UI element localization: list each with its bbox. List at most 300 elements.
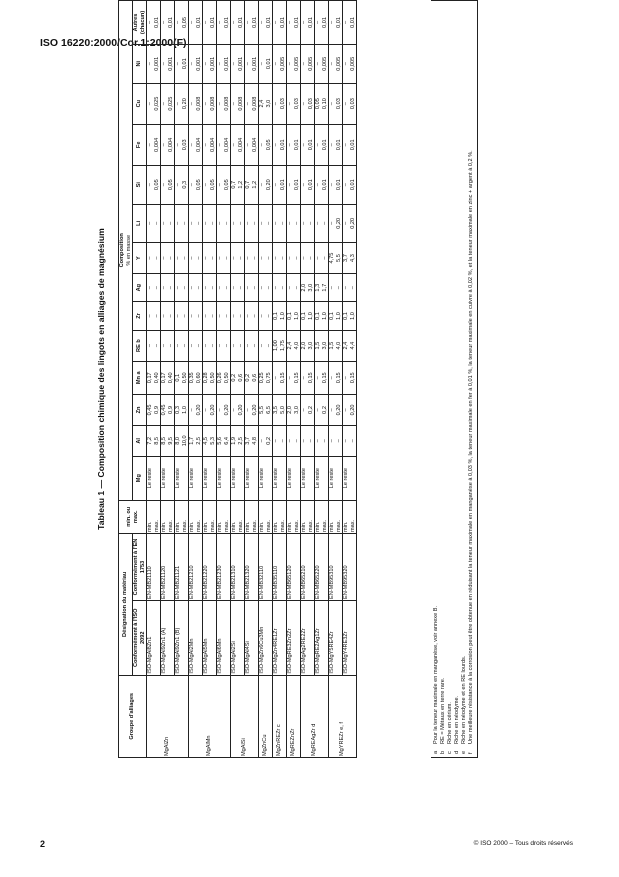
value-cell [315, 243, 329, 274]
max-value: – [251, 286, 258, 290]
min-value: – [231, 221, 237, 225]
min-value: 2,0 [301, 341, 307, 350]
table-row [301, 1, 315, 758]
max-value: 1,0 [349, 312, 356, 320]
iso-designation-cell: ISO-MgAl2Mn [189, 600, 203, 675]
value-cell [203, 124, 217, 165]
en-designation-cell: EN-MB95320 [343, 534, 357, 601]
min-value: – [147, 102, 153, 106]
max-value: 0,001 [251, 56, 258, 71]
value-cell [217, 274, 231, 302]
minmax-cell [329, 500, 343, 533]
value-cell [161, 83, 175, 124]
value-cell [273, 204, 287, 243]
min-value: 3,7 [245, 436, 251, 445]
max-value: – [279, 221, 286, 225]
value-cell [147, 124, 161, 165]
max-value: 0,2 [265, 436, 272, 445]
min-label: min. [217, 521, 223, 533]
max-value: 0,01 [279, 17, 286, 28]
min-value: – [329, 221, 335, 225]
value-cell [273, 330, 287, 361]
min-value: – [315, 256, 321, 260]
max-value: 0,004 [167, 137, 174, 152]
element-header: Mg [133, 456, 147, 500]
value-cell [315, 83, 329, 124]
min-value: – [301, 20, 307, 25]
min-value: – [217, 143, 223, 147]
max-value: 1,0 [335, 312, 342, 320]
min-value: – [175, 256, 181, 260]
max-value: 0,20 [349, 404, 356, 416]
iso-designation-cell: ISO-MgRE3Zn2Zr [287, 600, 301, 675]
min-value: – [175, 20, 181, 25]
value-cell [259, 1, 273, 45]
value-cell [217, 425, 231, 456]
value-cell [161, 456, 175, 500]
max-value: 0,004 [237, 137, 244, 152]
max-value: 0,9 [153, 406, 160, 414]
min-value: – [287, 62, 293, 66]
min-value: – [301, 256, 307, 260]
value-cell [343, 274, 357, 302]
en-designation-cell: EN-MB35110 [273, 534, 287, 601]
max-value: – [153, 344, 160, 348]
designation-header: Désignation du matériau [119, 534, 133, 676]
min-value: – [231, 408, 237, 412]
footnote [454, 4, 461, 754]
min-value: – [287, 20, 293, 25]
value-cell [245, 302, 259, 330]
value-cell [315, 456, 329, 500]
value-cell [189, 330, 203, 361]
value-cell [259, 44, 273, 83]
value-cell [343, 165, 357, 204]
min-value: – [175, 143, 181, 147]
max-value: 2,5 [237, 436, 244, 445]
min-value: – [147, 286, 153, 290]
value-cell [245, 204, 259, 243]
min-value: 0,1 [175, 373, 181, 382]
value-cell [315, 165, 329, 204]
page-number: 2 [40, 839, 46, 849]
value-cell [147, 83, 161, 124]
minmax-cell [161, 500, 175, 533]
max-value: 0,005 [335, 56, 342, 71]
en-designation-cell: EN-MB21210 [189, 534, 203, 601]
min-value: 3,7 [343, 254, 349, 262]
value-cell [217, 395, 231, 426]
max-value: – [265, 221, 272, 225]
minmax-cell [301, 500, 315, 533]
max-value: 0,001 [223, 56, 230, 71]
value-cell [217, 204, 231, 243]
value-cell [273, 44, 287, 83]
max-value: 0,40 [167, 372, 174, 384]
table-row [343, 1, 357, 758]
value-cell [273, 302, 287, 330]
min-label: min. [287, 521, 293, 533]
max-value: 0,01 [293, 17, 300, 28]
composition-header [119, 1, 133, 501]
min-value: – [343, 221, 349, 225]
value-cell [273, 425, 287, 456]
min-value: – [203, 314, 209, 318]
value-cell [273, 165, 287, 204]
min-value: – [245, 286, 251, 290]
min-value: – [161, 20, 167, 25]
max-value: 0,03 [349, 98, 356, 110]
min-value: 0,26 [217, 372, 223, 384]
value-cell [189, 1, 203, 45]
value-cell [231, 44, 245, 83]
max-value: 0,005 [279, 56, 286, 71]
min-value: – [161, 62, 167, 66]
value-cell [217, 83, 231, 124]
value-cell [245, 425, 259, 456]
max-value: 1,0 [307, 312, 314, 320]
min-value: – [189, 20, 195, 25]
element-header: Fe [133, 124, 147, 165]
min-label: min. [315, 521, 321, 533]
max-value: – [153, 256, 160, 260]
footnote [468, 4, 475, 754]
min-value: – [301, 221, 307, 225]
value-cell [301, 44, 315, 83]
max-value: 0,40 [153, 372, 160, 384]
max-value: 0,01 [195, 17, 202, 28]
value-cell [147, 425, 161, 456]
min-value: – [189, 344, 195, 348]
min-value: – [175, 221, 181, 225]
max-value: 0,01 [335, 179, 342, 191]
max-value: – [237, 256, 244, 260]
min-value: – [259, 256, 265, 260]
iso-header: Conformément à l'ISO 2092 [133, 600, 147, 675]
min-value: – [343, 20, 349, 25]
max-value: – [293, 256, 300, 260]
min-value: – [217, 408, 223, 412]
value-cell [343, 361, 357, 394]
min-value: – [203, 344, 209, 348]
element-header: Mn a [133, 361, 147, 394]
value-cell [231, 330, 245, 361]
value-cell [217, 124, 231, 165]
value-cell [343, 456, 357, 500]
min-value: – [161, 102, 167, 106]
min-value: – [287, 143, 293, 147]
value-cell [329, 44, 343, 83]
min-value: – [287, 221, 293, 225]
min-value: – [189, 62, 195, 66]
min-value: – [203, 221, 209, 225]
min-label: min. [231, 521, 237, 533]
value-cell [203, 456, 217, 500]
value-cell [203, 1, 217, 45]
min-value: – [175, 314, 181, 318]
value-cell [245, 395, 259, 426]
max-label: max. [209, 519, 216, 533]
min-value: – [259, 62, 265, 66]
element-header: Ag [133, 274, 147, 302]
table-row [217, 1, 231, 758]
max-value: 6,5 [265, 406, 272, 414]
value-cell [161, 395, 175, 426]
min-value: 2,0 [287, 406, 293, 414]
max-value: – [167, 286, 174, 290]
max-value [196, 458, 203, 499]
max-value: – [265, 286, 272, 290]
max-value: 0,20 [195, 404, 202, 416]
value-cell [231, 274, 245, 302]
min-value: – [189, 143, 195, 147]
value-cell [203, 330, 217, 361]
max-value: 0,20 [223, 404, 230, 416]
max-value: – [335, 286, 342, 290]
value-cell [175, 302, 189, 330]
footnote-key: d [454, 750, 460, 754]
value-cell [301, 302, 315, 330]
max-value: 0,2 [307, 406, 314, 414]
en-designation-cell: EN-MB21310 [231, 534, 245, 601]
max-label: max. [237, 519, 244, 533]
max-value: 2,5 [195, 436, 202, 445]
value-cell [245, 330, 259, 361]
table-title: Tableau 1 — Composition chimique des lingots en alliages de magnésium [96, 228, 106, 530]
value-cell [147, 456, 161, 500]
footnote [440, 4, 447, 754]
value-cell [189, 425, 203, 456]
min-value: Le reste [343, 468, 349, 489]
value-cell [161, 1, 175, 45]
en-designation-cell: EN-MB21110 [147, 534, 161, 601]
min-label: min. [301, 521, 307, 533]
min-value: – [329, 20, 335, 25]
group-cell: MgREZnZr [287, 675, 301, 757]
max-value: 0,05 [181, 17, 188, 28]
max-label: max. [335, 519, 342, 533]
value-cell [301, 361, 315, 394]
minmax-cell [147, 500, 161, 533]
min-value: Le reste [315, 468, 321, 489]
max-value: 0,01 [307, 139, 314, 151]
value-cell [175, 456, 189, 500]
iso-designation-cell: ISO-MgZn4RE1Zr [273, 600, 287, 675]
max-value: 0,20 [349, 217, 356, 229]
max-value: 0,008 [251, 96, 258, 111]
table-row [287, 1, 301, 758]
min-value: – [147, 20, 153, 25]
min-value: 1,5 [329, 341, 335, 350]
value-cell [245, 274, 259, 302]
value-cell [329, 83, 343, 124]
value-cell [315, 204, 329, 243]
value-cell [259, 124, 273, 165]
min-value: Le reste [231, 468, 237, 489]
max-label: max. [181, 519, 188, 533]
value-cell [231, 302, 245, 330]
value-cell [329, 124, 343, 165]
min-value: 1,5 [315, 341, 321, 350]
value-cell [189, 302, 203, 330]
table-notes [431, 0, 478, 758]
value-cell [287, 243, 301, 274]
min-value: – [329, 408, 335, 412]
value-cell [287, 1, 301, 45]
max-value: 9,5 [167, 436, 174, 445]
min-value: 0,3 [175, 406, 181, 414]
min-value: 2,4 [287, 341, 293, 350]
min-value: – [287, 183, 293, 187]
min-value: – [315, 62, 321, 66]
group-cell: MgAlSi [231, 675, 259, 757]
document-header: ISO 16220:2000/Cor.1:2000(F) [40, 37, 187, 49]
value-cell [343, 330, 357, 361]
min-value: – [161, 183, 167, 187]
min-value: – [203, 256, 209, 260]
element-header: RE b [133, 330, 147, 361]
max-label: max. [349, 519, 356, 533]
max-value: – [181, 221, 188, 225]
min-value: – [161, 256, 167, 260]
element-header: Li [133, 204, 147, 243]
value-cell [217, 243, 231, 274]
max-value: 0,6 [237, 373, 244, 382]
value-cell [259, 395, 273, 426]
value-cell [301, 83, 315, 124]
min-value: – [189, 102, 195, 106]
min-value: – [259, 286, 265, 290]
value-cell [259, 361, 273, 394]
min-value: – [343, 102, 349, 106]
value-cell [315, 274, 329, 302]
value-cell [245, 44, 259, 83]
min-value: 0,1 [343, 312, 349, 320]
max-value: – [181, 256, 188, 260]
value-cell [343, 395, 357, 426]
value-cell [245, 83, 259, 124]
minmax-cell [231, 500, 245, 533]
min-value: – [315, 143, 321, 147]
value-cell [273, 1, 287, 45]
max-value: 1,2 [251, 180, 258, 189]
value-cell [301, 330, 315, 361]
value-cell [189, 274, 203, 302]
max-value: – [237, 314, 244, 318]
value-cell [301, 1, 315, 45]
iso-designation-cell: ISO-MgRE2Ag1Zr [315, 600, 329, 675]
min-value: 8,0 [175, 436, 181, 445]
table-row [329, 1, 343, 758]
min-value: – [147, 143, 153, 147]
min-value: – [217, 256, 223, 260]
value-cell [259, 204, 273, 243]
min-value: – [329, 286, 335, 290]
max-value: – [265, 314, 272, 318]
max-value: 0,03 [293, 98, 300, 110]
min-value: Le reste [273, 468, 279, 489]
minmax-cell [273, 500, 287, 533]
min-value: – [245, 344, 251, 348]
min-value: 8,5 [161, 436, 167, 445]
value-cell [147, 395, 161, 426]
max-value: 0,05 [265, 139, 272, 151]
value-cell [287, 44, 301, 83]
max-value: – [237, 221, 244, 225]
value-cell [161, 330, 175, 361]
max-value: 0,01 [335, 17, 342, 28]
max-value: 0,01 [335, 139, 342, 151]
min-value: 4,75 [329, 252, 335, 264]
min-value: 0,35 [189, 372, 195, 384]
group-header: Groupe d'alliages [119, 675, 147, 757]
iso-designation-cell: ISO-MgAl8Zn1 [147, 600, 161, 675]
max-value: 0,15 [349, 372, 356, 384]
value-cell [259, 243, 273, 274]
min-value: – [231, 102, 237, 106]
min-value: – [273, 20, 279, 25]
max-value: 1,75 [279, 340, 286, 352]
min-value: – [231, 20, 237, 25]
value-cell [175, 1, 189, 45]
min-value: – [231, 256, 237, 260]
min-value: – [189, 408, 195, 412]
min-value: – [217, 183, 223, 187]
max-value: 3,0 [265, 99, 272, 108]
min-value: – [343, 286, 349, 290]
min-value: – [217, 286, 223, 290]
min-value: 0,1 [287, 312, 293, 320]
value-cell [203, 165, 217, 204]
max-value: – [293, 439, 300, 443]
min-value: 7,2 [147, 436, 153, 445]
min-value: – [175, 102, 181, 106]
max-value: – [307, 256, 314, 260]
value-cell [175, 165, 189, 204]
max-value: – [167, 314, 174, 318]
min-value: – [343, 143, 349, 147]
min-value: – [287, 286, 293, 290]
footnote [461, 4, 468, 754]
value-cell [287, 395, 301, 426]
value-cell [175, 425, 189, 456]
value-cell [287, 274, 301, 302]
max-value: 0,001 [237, 56, 244, 71]
value-cell [189, 395, 203, 426]
min-value: Le reste [189, 468, 195, 489]
value-cell [161, 274, 175, 302]
min-value: – [287, 256, 293, 260]
max-value [168, 458, 175, 499]
max-label: max. [265, 519, 272, 533]
max-value: 0,01 [321, 179, 328, 191]
min-value: – [189, 183, 195, 187]
value-cell [147, 361, 161, 394]
value-cell [259, 302, 273, 330]
min-value: – [245, 314, 251, 318]
max-value: 0,01 [307, 17, 314, 28]
max-value: 0,05 [209, 179, 216, 191]
max-value: 0,05 [223, 179, 230, 191]
en-designation-cell: EN-MB21120 [161, 534, 175, 601]
value-cell [329, 243, 343, 274]
max-value: 5,5 [335, 254, 342, 262]
max-value: 5,3 [209, 436, 216, 445]
value-cell [189, 83, 203, 124]
value-cell [343, 425, 357, 456]
min-value: – [273, 102, 279, 106]
min-value: 1,00 [273, 340, 279, 352]
